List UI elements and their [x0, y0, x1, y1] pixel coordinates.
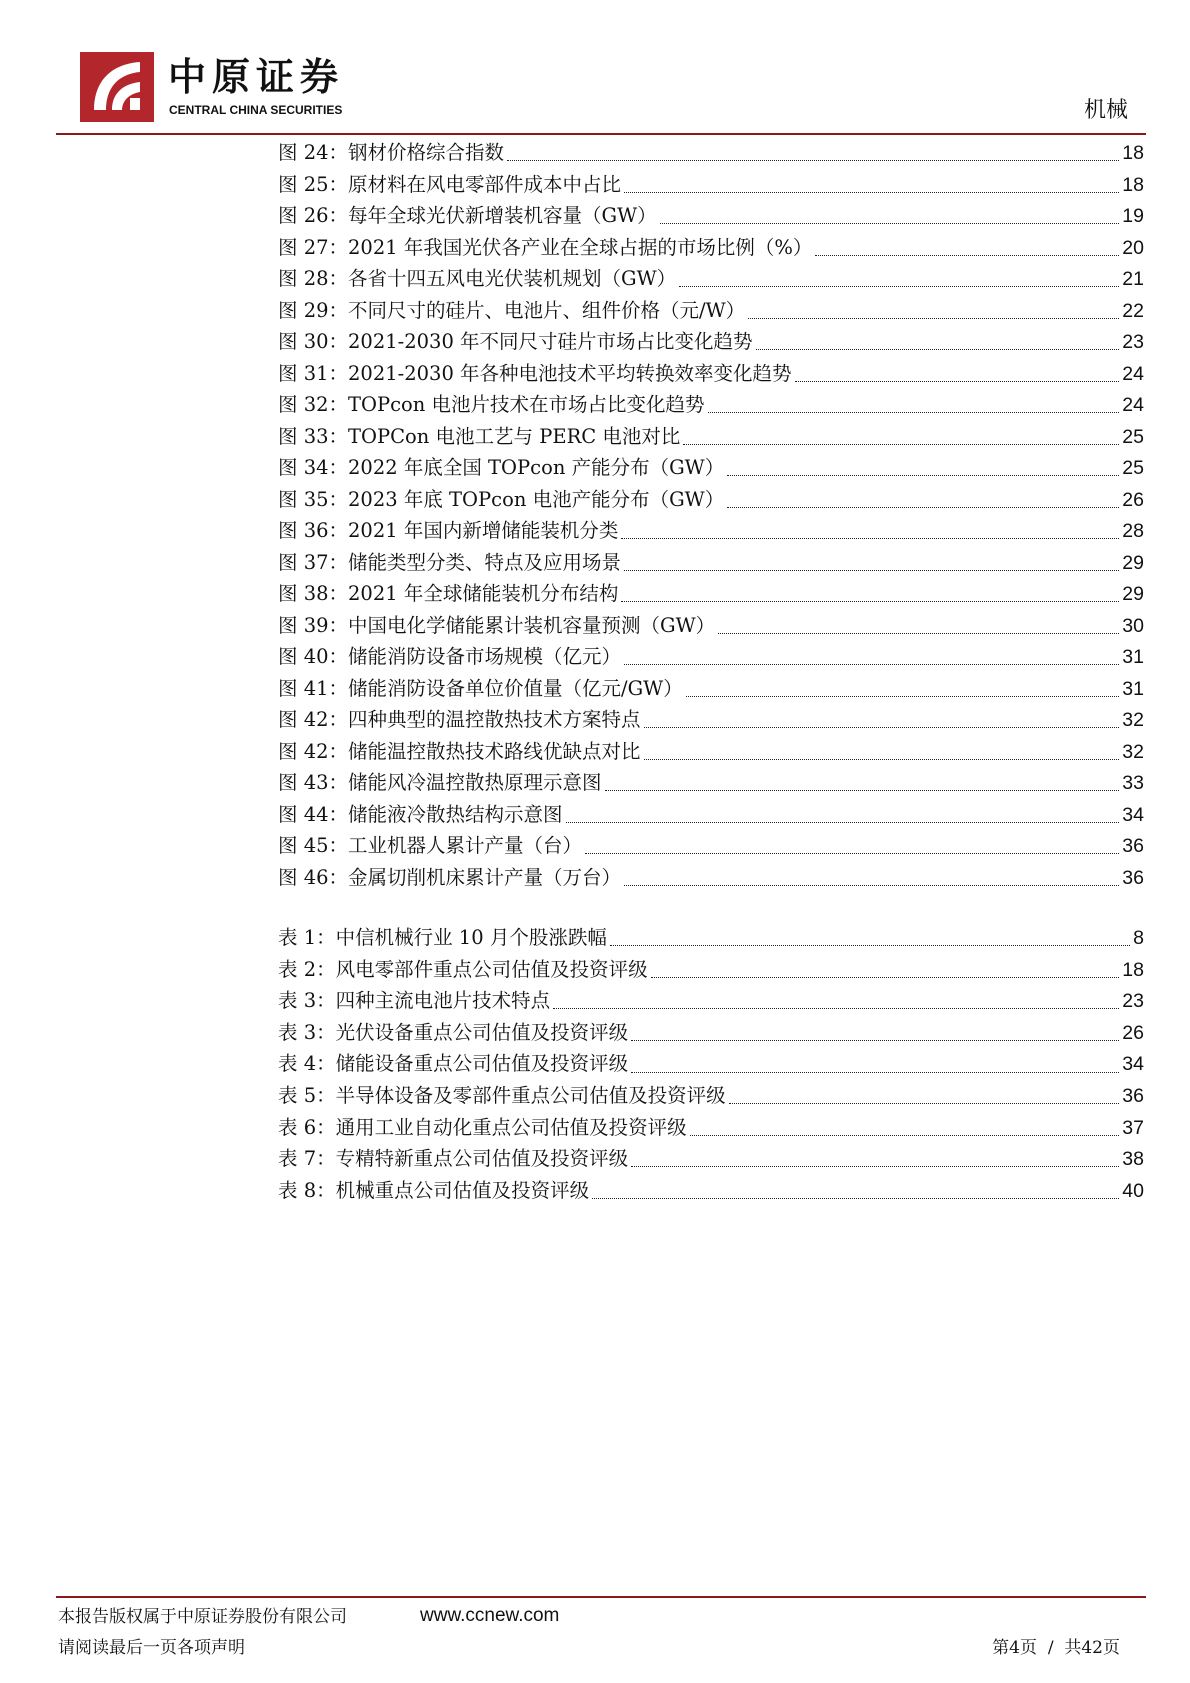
dot-leader	[605, 790, 1120, 791]
toc-entry-label: 图 35：	[278, 487, 349, 511]
toc-entry-page: 18	[1122, 958, 1144, 981]
toc-entry-page: 20	[1122, 236, 1144, 259]
toc-entry-label: 图 40：	[278, 645, 349, 668]
toc-entry-page: 8	[1133, 927, 1144, 949]
toc-entry-label: 图 45：	[278, 834, 349, 857]
dot-leader	[686, 696, 1120, 697]
toc-entry[interactable]	[278, 799, 1144, 831]
toc-entry[interactable]	[278, 389, 1144, 421]
footer-disclaimer: 请阅读最后一页各项声明	[58, 1638, 245, 1658]
toc-entry-page: 26	[1122, 1021, 1144, 1044]
toc-entry-label: 表 3：	[278, 989, 336, 1013]
toc-entry-page: 22	[1122, 299, 1144, 322]
dot-leader	[756, 349, 1120, 350]
toc-entry-page: 25	[1122, 425, 1144, 448]
toc-entry-title: 2021 年我国光伏各产业在全球占据的市场比例（%）	[348, 235, 813, 259]
company-logo-icon	[80, 52, 154, 122]
dot-leader	[624, 885, 1119, 886]
toc-entry-label: 图 46：	[278, 865, 349, 889]
toc-entry[interactable]	[278, 263, 1144, 295]
toc-entry-page: 38	[1122, 1148, 1144, 1171]
toc-entry-label: 图 38：	[278, 582, 349, 605]
toc-entry-title: TOPcon 电池片技术在市场占比变化趋势	[348, 393, 705, 416]
toc-entry-label: 图 41：	[278, 676, 349, 700]
toc-entry-title: 2021 年全球储能装机分布结构	[348, 582, 619, 605]
page-separator: /	[1047, 1638, 1054, 1658]
toc-entry-label: 表 1：	[278, 926, 336, 949]
toc-entry-label: 图 26：	[278, 204, 349, 227]
toc-entry[interactable]	[278, 326, 1144, 358]
brand-name-cn: 中原证券	[168, 54, 345, 99]
toc-entry-label: 图 25：	[278, 172, 349, 196]
toc-entry-page: 24	[1122, 394, 1144, 416]
header-divider	[56, 133, 1146, 135]
toc-entry-label: 表 3：	[278, 1020, 336, 1044]
toc-entry-title: 四种典型的温控散热技术方案特点	[348, 708, 641, 731]
toc-entry-title: 不同尺寸的硅片、电池片、组件价格（元/W）	[348, 298, 746, 322]
toc-entry-page: 29	[1122, 583, 1144, 605]
dot-leader	[683, 444, 1119, 445]
toc-entry-page: 31	[1122, 677, 1144, 700]
toc-entry-label: 表 6：	[278, 1115, 336, 1139]
toc-entry-label: 表 8：	[278, 1178, 336, 1202]
footer-copyright: 本报告版权属于中原证券股份有限公司	[58, 1607, 347, 1627]
toc-entry-title: 通用工业自动化重点公司估值及投资评级	[335, 1115, 687, 1139]
toc-entry-page: 33	[1122, 772, 1144, 794]
footer-website-link[interactable]: www.ccnew.com	[420, 1605, 560, 1626]
toc-entry-title: 中国电化学储能累计装机容量预测（GW）	[348, 613, 716, 637]
dot-leader	[644, 759, 1120, 760]
toc-entry-label: 图 34：	[278, 456, 349, 479]
toc-entry-title: 专精特新重点公司估值及投资评级	[335, 1147, 629, 1171]
toc-entry-title: 储能类型分类、特点及应用场景	[348, 550, 622, 574]
page-number	[992, 1636, 1120, 1660]
section-label: 机械	[1083, 98, 1128, 123]
toc-entry-label: 图 42：	[278, 708, 349, 731]
toc-entry-label: 图 36：	[278, 519, 349, 542]
toc-entry[interactable]	[278, 954, 1144, 986]
toc-entry-page: 36	[1122, 835, 1144, 857]
toc-entry-title: 光伏设备重点公司估值及投资评级	[335, 1020, 629, 1044]
toc-entry[interactable]	[278, 922, 1144, 954]
toc-entry-page: 21	[1122, 268, 1144, 290]
toc-entry-page: 18	[1122, 142, 1144, 164]
toc-entry-title: 储能液冷散热结构示意图	[348, 802, 563, 826]
dot-leader	[631, 1166, 1119, 1167]
toc-entry-page: 19	[1122, 205, 1144, 227]
toc-entry-page: 24	[1122, 362, 1144, 385]
toc-entry[interactable]	[278, 1080, 1144, 1112]
dot-leader	[795, 381, 1120, 382]
dot-leader	[727, 475, 1119, 476]
toc-entry-page: 23	[1122, 331, 1144, 353]
toc-entry[interactable]	[278, 515, 1144, 547]
dot-leader	[660, 223, 1120, 224]
toc-entry[interactable]	[278, 169, 1144, 201]
dot-leader	[621, 538, 1119, 539]
toc-entry-title: 钢材价格综合指数	[348, 141, 505, 164]
dot-leader	[621, 601, 1119, 602]
toc-entry-title: 中信机械行业 10 月个股涨跌幅	[335, 926, 607, 949]
toc-entry-label: 表 7：	[278, 1147, 336, 1171]
toc-entry-label: 表 5：	[278, 1083, 336, 1107]
toc-entry-page: 34	[1122, 803, 1144, 826]
toc-entry[interactable]	[278, 1048, 1144, 1080]
dot-leader	[631, 1072, 1119, 1073]
dot-leader	[729, 1103, 1120, 1104]
toc-entry-title: 储能温控散热技术路线优缺点对比	[348, 739, 641, 763]
toc-entry-title: 半导体设备及零部件重点公司估值及投资评级	[335, 1083, 726, 1107]
dot-leader	[718, 633, 1119, 634]
toc-entry-page: 32	[1122, 709, 1144, 731]
toc-entry-label: 图 24：	[278, 141, 349, 164]
toc-entry[interactable]	[278, 1175, 1144, 1207]
toc-entry-title: 风电零部件重点公司估值及投资评级	[335, 957, 648, 981]
figure-index-list	[278, 137, 1144, 893]
toc-entry-page: 32	[1122, 740, 1144, 763]
dot-leader	[631, 1040, 1119, 1041]
toc-entry-page: 25	[1122, 457, 1144, 479]
dot-leader	[651, 977, 1120, 978]
page-total: 共42页	[1064, 1638, 1120, 1658]
toc-entry-label: 图 28：	[278, 267, 349, 290]
toc-entry[interactable]	[278, 985, 1144, 1017]
dot-leader	[748, 318, 1119, 319]
toc-entry[interactable]	[278, 610, 1144, 642]
dot-leader	[592, 1198, 1119, 1199]
toc-entry[interactable]	[278, 547, 1144, 579]
toc-entry-title: 2021-2030 年不同尺寸硅片市场占比变化趋势	[348, 330, 753, 353]
toc-entry[interactable]	[278, 137, 1144, 169]
toc-entry-title: 储能风冷温控散热原理示意图	[348, 771, 602, 794]
toc-entry-title: 2022 年底全国 TOPcon 产能分布（GW）	[348, 456, 725, 479]
toc-entry-page: 18	[1122, 173, 1144, 196]
toc-entry-page: 40	[1122, 1179, 1144, 1202]
toc-entry-page: 34	[1122, 1053, 1144, 1076]
toc-entry-title: 2021-2030 年各种电池技术平均转换效率变化趋势	[348, 361, 792, 385]
toc-entry-page: 36	[1122, 866, 1144, 889]
toc-entry[interactable]	[278, 830, 1144, 862]
dot-leader	[624, 664, 1119, 665]
dot-leader	[679, 286, 1119, 287]
toc-entry-label: 图 30：	[278, 330, 349, 353]
toc-entry[interactable]	[278, 767, 1144, 799]
toc-entry[interactable]	[278, 641, 1144, 673]
toc-entry-title: 四种主流电池片技术特点	[335, 989, 551, 1013]
dot-leader	[566, 822, 1120, 823]
toc-entry-title: 储能设备重点公司估值及投资评级	[335, 1052, 629, 1076]
toc-entry-title: 储能消防设备市场规模（亿元）	[348, 645, 622, 668]
dot-leader	[815, 255, 1119, 256]
toc-entry[interactable]	[278, 862, 1144, 894]
toc-entry-title: 各省十四五风电光伏装机规划（GW）	[348, 267, 677, 290]
toc-entry-label: 图 32：	[278, 393, 349, 416]
dot-leader	[507, 160, 1119, 161]
toc-entry-title: 每年全球光伏新增装机容量（GW）	[348, 204, 657, 227]
toc-entry-page: 28	[1122, 520, 1144, 542]
toc-entry-title: 原材料在风电零部件成本中占比	[348, 172, 622, 196]
toc-entry-label: 图 29：	[278, 298, 349, 322]
dot-leader	[690, 1135, 1120, 1136]
toc-entry-page: 37	[1122, 1116, 1144, 1139]
toc-entry-title: 储能消防设备单位价值量（亿元/GW）	[348, 676, 683, 700]
toc-entry[interactable]	[278, 295, 1144, 327]
toc-entry[interactable]	[278, 673, 1144, 705]
table-index-list	[278, 922, 1144, 1206]
toc-entry-label: 表 2：	[278, 957, 336, 981]
toc-entry-label: 图 44：	[278, 802, 349, 826]
dot-leader	[624, 192, 1119, 193]
toc-entry-page: 30	[1122, 614, 1144, 637]
dot-leader	[610, 945, 1130, 946]
toc-entry-page: 26	[1122, 488, 1144, 511]
toc-entry-label: 图 43：	[278, 771, 349, 794]
toc-entry-label: 图 27：	[278, 235, 349, 259]
toc-entry[interactable]	[278, 704, 1144, 736]
toc-entry-label: 图 42：	[278, 739, 349, 763]
toc-entry[interactable]	[278, 1112, 1144, 1144]
toc-entry-label: 图 31：	[278, 361, 349, 385]
toc-entry-page: 23	[1122, 990, 1144, 1013]
brand-name-en: CENTRAL CHINA SECURITIES	[169, 103, 343, 117]
toc-entry[interactable]	[278, 1143, 1144, 1175]
toc-entry-label: 表 4：	[278, 1052, 336, 1076]
toc-entry-label: 图 37：	[278, 550, 349, 574]
page-current: 第4页	[992, 1638, 1037, 1658]
toc-entry-title: 机械重点公司估值及投资评级	[335, 1178, 590, 1202]
toc-entry-page: 31	[1122, 646, 1144, 668]
dot-leader	[708, 412, 1120, 413]
dot-leader	[727, 507, 1119, 508]
toc-entry-label: 图 39：	[278, 613, 349, 637]
toc-entry[interactable]	[278, 421, 1144, 453]
toc-entry[interactable]	[278, 1017, 1144, 1049]
toc-entry-title: 金属切削机床累计产量（万台）	[348, 865, 622, 889]
toc-entry[interactable]	[278, 484, 1144, 516]
toc-entry[interactable]	[278, 200, 1144, 232]
footer-divider	[56, 1596, 1146, 1598]
toc-entry[interactable]	[278, 358, 1144, 390]
dot-leader	[644, 727, 1120, 728]
toc-entry[interactable]	[278, 736, 1144, 768]
toc-entry-title: 2023 年底 TOPcon 电池产能分布（GW）	[348, 487, 725, 511]
toc-entry-title: TOPCon 电池工艺与 PERC 电池对比	[348, 424, 681, 448]
toc-entry-page: 29	[1122, 551, 1144, 574]
toc-entry[interactable]	[278, 232, 1144, 264]
dot-leader	[624, 570, 1119, 571]
toc-entry-label: 图 33：	[278, 424, 349, 448]
toc-entry[interactable]	[278, 452, 1144, 484]
page-header	[0, 0, 1190, 140]
toc-entry[interactable]	[278, 578, 1144, 610]
dot-leader	[585, 853, 1119, 854]
toc-entry-page: 36	[1122, 1084, 1144, 1107]
dot-leader	[553, 1008, 1119, 1009]
toc-entry-title: 2021 年国内新增储能装机分类	[348, 519, 619, 542]
toc-entry-title: 工业机器人累计产量（台）	[348, 834, 583, 857]
